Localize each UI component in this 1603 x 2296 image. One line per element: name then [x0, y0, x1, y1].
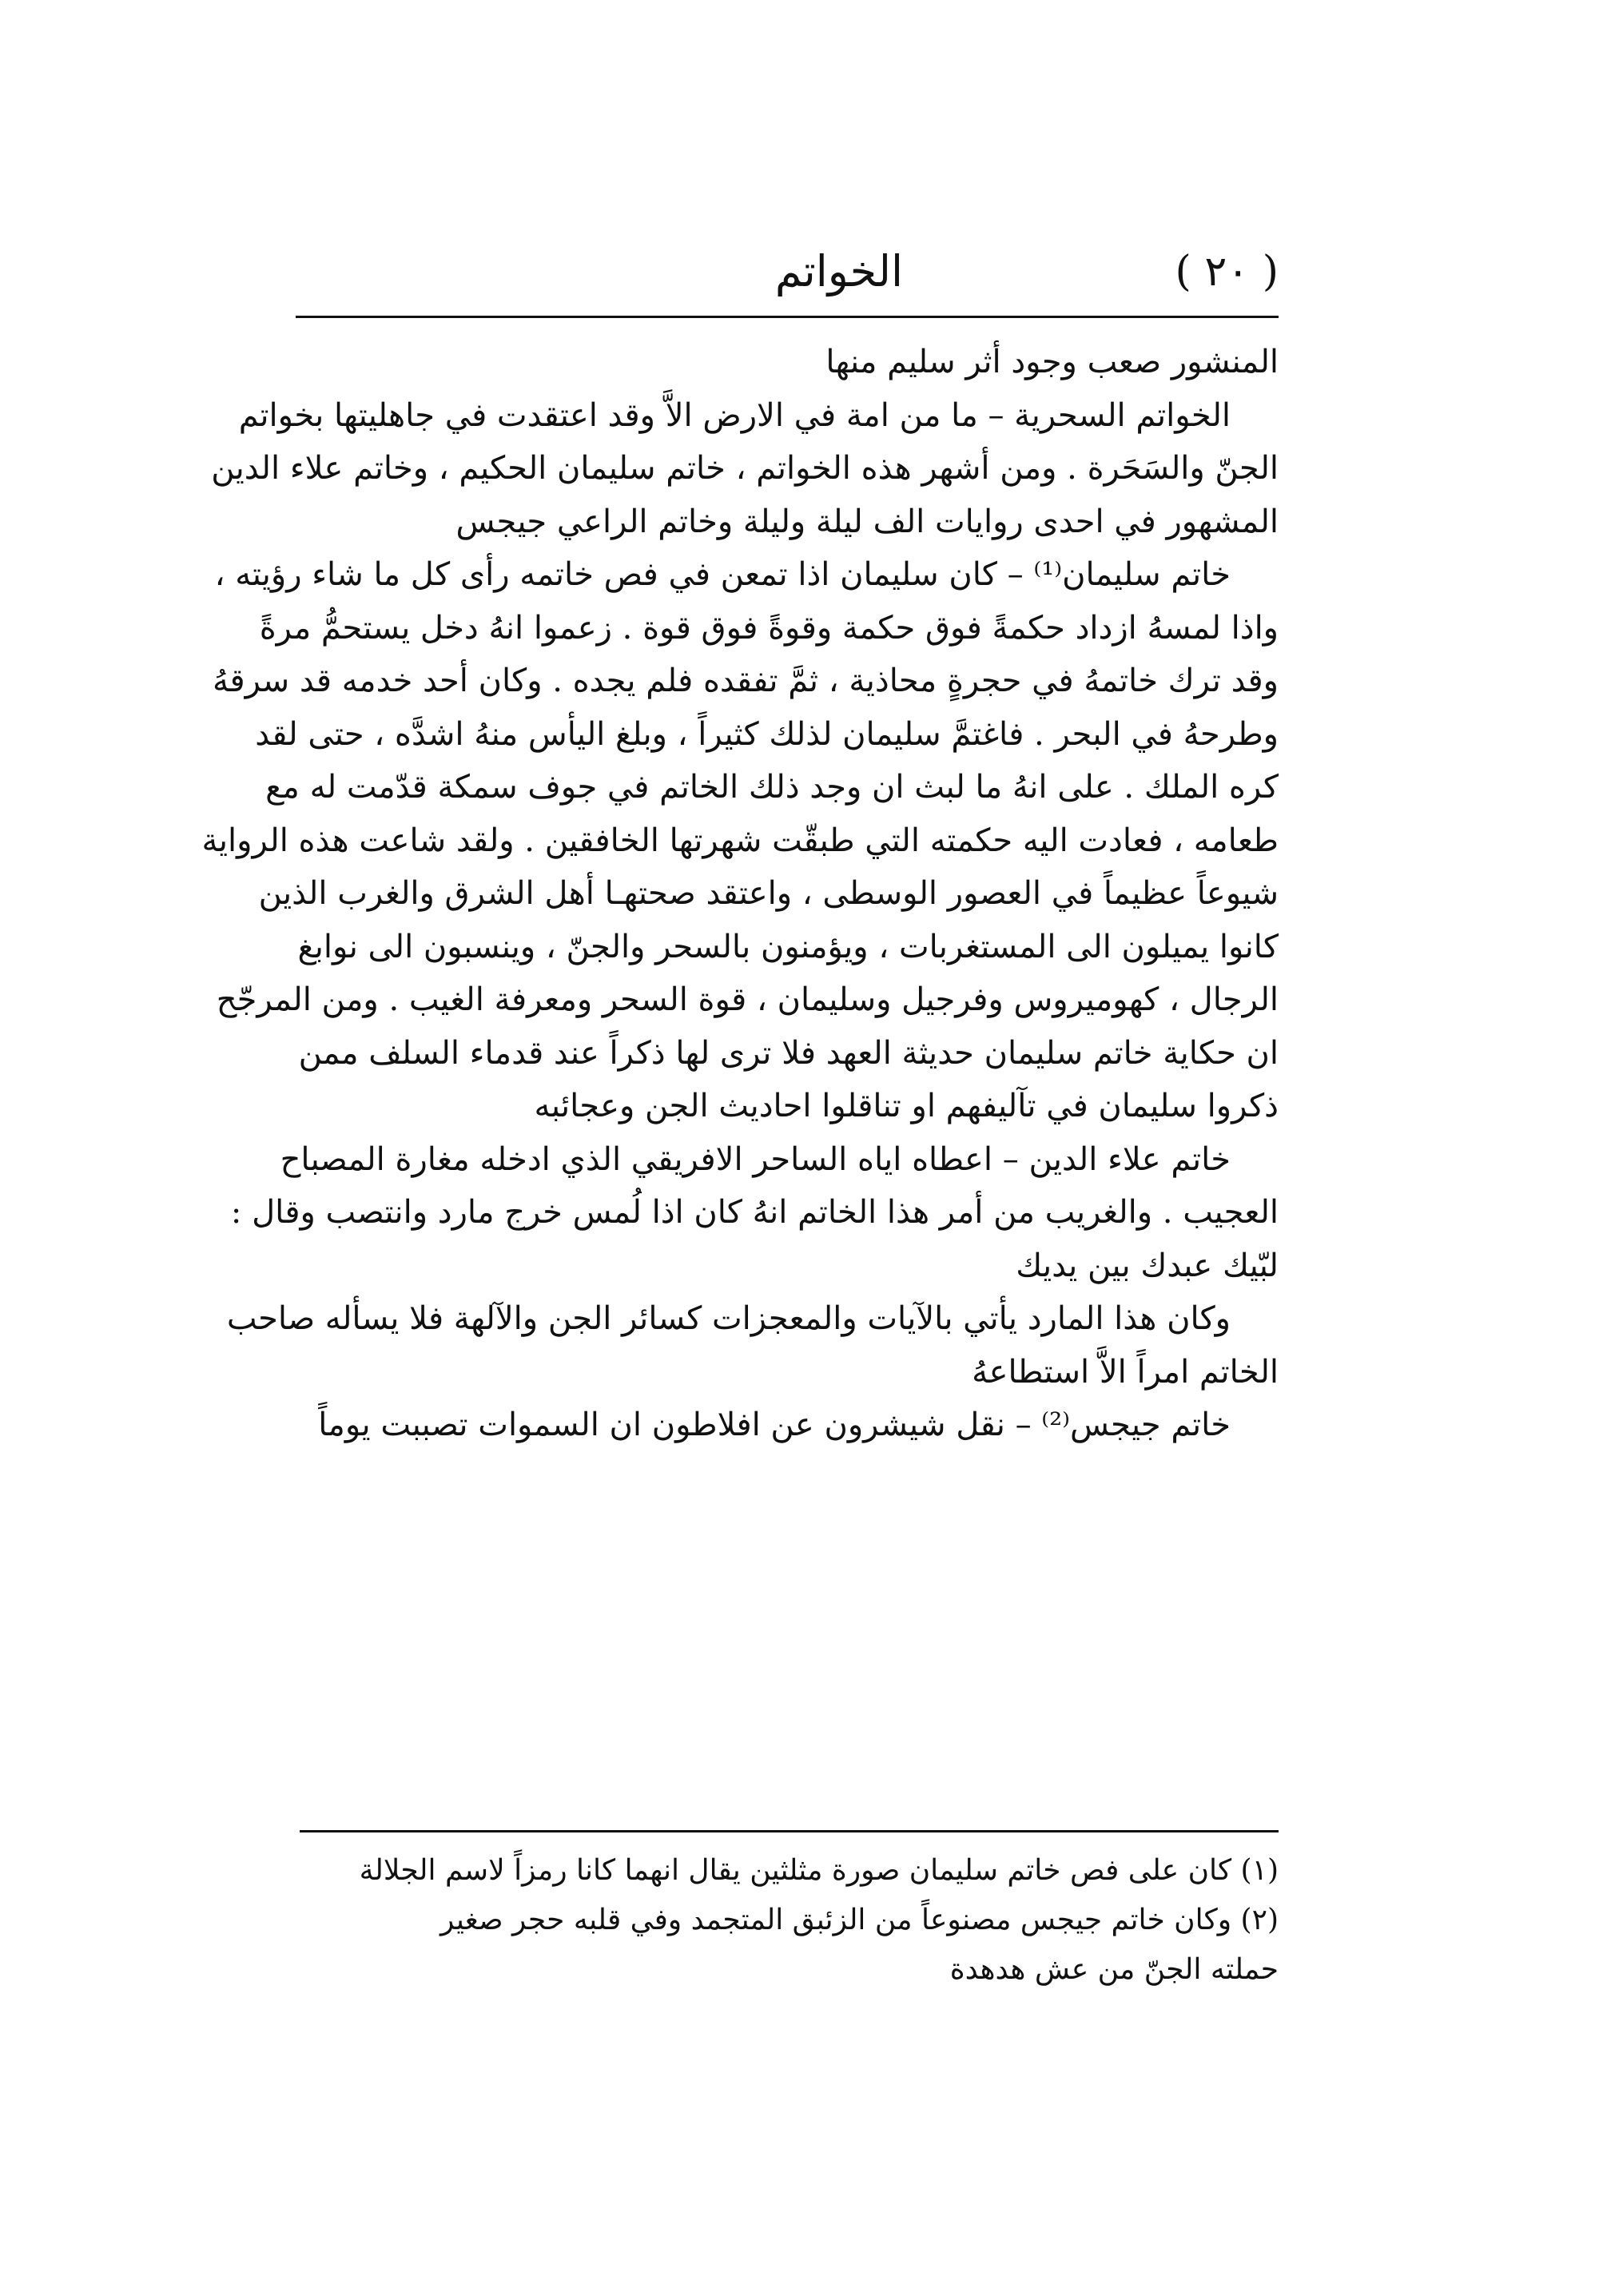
body-line: ان حكاية خاتم سليمان حديثة العهد فلا ترى لها ذكراً عند قدماء السلف ممن — [298, 1034, 1279, 1072]
body-line: كره الملك . على انهُ ما لبث ان وجد ذلك الخاتم في جوف سمكة قدّمت له مع — [265, 769, 1279, 806]
footnote-line: (٢) وكان خاتم جيجس مصنوعاً من الزئبق المتجمد وفي قلبه حجر صغير — [440, 1904, 1279, 1936]
header-rule — [296, 316, 1279, 318]
footnote-line: (١) كان على فص خاتم سليمان صورة مثلثين يقال انهما كانا رمزاً لاسم الجلالة — [359, 1854, 1279, 1887]
body-line: لبّيك عبدك بين يديك — [1016, 1247, 1279, 1284]
section-heading-line: خاتم علاء الدين – اعطاه اياه الساحر الافريقي الذي ادخله مغارة المصباح — [280, 1140, 1231, 1178]
footnote-line: حملته الجنّ من عش هدهدة — [949, 1953, 1279, 1986]
body-line: واذا لمسهُ ازداد حكمةً فوق حكمة وقوةً فوق قوة . زعموا انهُ دخل يستحمُّ مرةً — [259, 609, 1279, 647]
body-line: الجنّ والسَحَرة . ومن أشهر هذه الخواتم ، خاتم سليمان الحكيم ، وخاتم علاء الدين — [211, 450, 1279, 487]
body-line: وقد ترك خاتمهُ في حجرةٍ محاذية ، ثمَّ تفقده فلم يجده . وكان أحد خدمه قد سرقهُ — [213, 663, 1279, 699]
body-line: الرجال ، كهوميروس وفرجيل وسليمان ، قوة السحر ومعرفة الغيب . ومن المرجّح — [216, 981, 1279, 1018]
body-line: الخاتم امراً الاَّ استطاعهُ — [972, 1353, 1279, 1391]
section-heading-line: خاتم سليمان⁽¹⁾ – كان سليمان اذا تمعن في فص خاتمه رأى كل ما شاء رؤيته ، — [214, 556, 1231, 593]
body-line: كانوا يميلون الى المستغربات ، ويؤمنون بالسحر والجنّ ، وينسبون الى نوابغ — [297, 928, 1279, 965]
body-line: المشهور في احدى روايات الف ليلة وليلة وخاتم الراعي جيجس — [455, 503, 1279, 540]
body-line: ذكروا سليمان في تآليفهم او تناقلوا احاديث الجن وعجائبه — [534, 1088, 1279, 1124]
body-text — [201, 336, 1279, 1452]
body-line: العجيب . والغريب من أمر هذا الخاتم انهُ كان اذا لُمس خرج مارد وانتصب وقال : — [230, 1194, 1279, 1231]
body-line: طعامه ، فعادت اليه حكمته التي طبقّت شهرتها الخافقين . ولقد شاعت هذه الرواية — [201, 822, 1279, 859]
footnotes — [300, 1846, 1279, 1995]
body-line: شيوعاً عظيماً في العصور الوسطى ، واعتقد صحتهـا أهل الشرق والغرب الذين — [258, 875, 1279, 912]
section-heading-line: الخواتم السحرية – ما من امة في الارض الاَّ وقد اعتقدت في جاهليتها بخواتم — [238, 396, 1231, 434]
page-header — [296, 240, 1279, 304]
footnote-rule — [300, 1830, 1279, 1832]
running-title: الخواتم — [774, 246, 903, 296]
body-line: وطرحهُ في البحر . فاغتمَّ سليمان لذلك كثيراً ، وبلغ اليأس منهُ اشدَّه ، حتى لقد — [255, 715, 1279, 753]
section-heading-line: خاتم جيجس⁽²⁾ – نقل شيشرون عن افلاطون ان السموات تصببت يوماً — [318, 1407, 1231, 1443]
page-number: ( ٢٠ ) — [1175, 248, 1279, 296]
body-line: المنشور صعب وجود أثر سليم منها — [825, 344, 1279, 380]
body-line: وكان هذا المارد يأتي بالآيات والمعجزات كسائر الجن والآلهة فلا يسأله صاحب — [226, 1300, 1231, 1337]
